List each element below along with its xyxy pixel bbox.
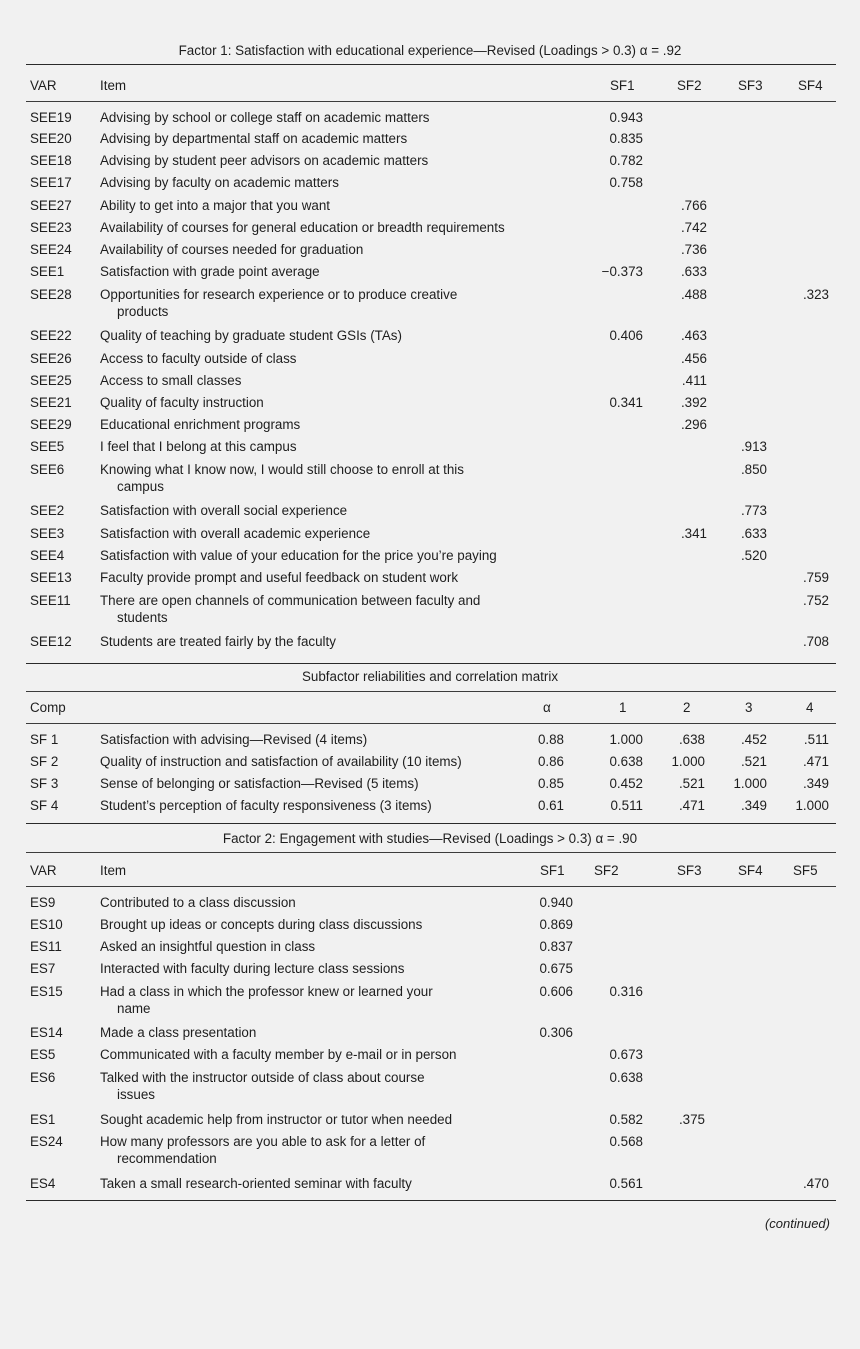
factor1-header-row <box>0 75 860 97</box>
rule <box>26 886 836 887</box>
item-cell: Students are treated fairly by the faculty <box>100 634 336 649</box>
item-cell: Talked with the instructor outside of class about course <box>100 1070 425 1085</box>
sf2-cell: .341 <box>680 526 707 541</box>
corr4-cell: .511 <box>803 732 829 747</box>
sf1-cell: 0.341 <box>609 395 643 410</box>
sf2-cell: 0.673 <box>609 1047 643 1062</box>
table-row <box>0 981 860 1016</box>
var-cell: SEE6 <box>30 462 65 477</box>
item-cell: How many professors are you able to ask for a letter of <box>100 1134 426 1149</box>
var-cell: ES24 <box>30 1134 63 1149</box>
var-cell: SEE17 <box>30 175 72 190</box>
continued-note: (continued) <box>764 1216 830 1231</box>
sf4-cell: .752 <box>802 593 829 608</box>
table-row <box>0 1022 860 1044</box>
table-row <box>0 545 860 567</box>
item-cell: Interacted with faculty during lecture class sessions <box>100 961 405 976</box>
corr1-cell: 0.511 <box>610 798 643 813</box>
subfactor-title: Subfactor reliabilities and correlation matrix <box>301 669 559 684</box>
item-cell: Advising by school or college staff on academic matters <box>100 110 430 125</box>
sf2-cell: 0.638 <box>609 1070 643 1085</box>
var-cell: ES4 <box>30 1176 56 1191</box>
var-cell: SEE26 <box>30 351 72 366</box>
header-sf1: SF1 <box>540 863 565 878</box>
var-cell: ES7 <box>30 961 56 976</box>
item-cell: Educational enrichment programs <box>100 417 301 432</box>
table-row <box>0 107 860 129</box>
corr3-cell: .452 <box>740 732 767 747</box>
item-cell: Access to small classes <box>100 373 242 388</box>
corr1-cell: 1.000 <box>609 732 643 747</box>
var-cell: SEE2 <box>30 503 65 518</box>
var-cell: SEE5 <box>30 439 65 454</box>
var-cell: SEE11 <box>30 593 71 608</box>
table-row <box>0 936 860 958</box>
table-row <box>0 567 860 589</box>
var-cell: SEE1 <box>30 264 65 279</box>
sf2-cell: .392 <box>680 395 707 410</box>
table-row <box>0 1109 860 1131</box>
item-cell: Sought academic help from instructor or tutor when needed <box>100 1112 453 1127</box>
sf2-cell: 0.316 <box>609 984 643 999</box>
var-cell: ES6 <box>30 1070 56 1085</box>
sf3-cell: .375 <box>678 1112 705 1127</box>
sf5-cell: .470 <box>802 1176 829 1191</box>
sf4-cell: .759 <box>802 570 829 585</box>
item-cell: Sense of belonging or satisfaction—Revised (5 items) <box>100 776 419 791</box>
header-item: Item <box>100 863 127 878</box>
header-item: Item <box>100 78 127 93</box>
var-cell: ES1 <box>30 1112 56 1127</box>
sf2-cell: .488 <box>680 287 707 302</box>
item-cell: Access to faculty outside of class <box>100 351 297 366</box>
header-var: VAR <box>30 78 57 93</box>
item-cell: Faculty provide prompt and useful feedback on student work <box>100 570 459 585</box>
header-sf2: SF2 <box>677 78 702 93</box>
item-continuation: campus <box>117 479 164 494</box>
sf3-cell: .520 <box>740 548 767 563</box>
sf2-cell: .736 <box>680 242 707 257</box>
table-row <box>0 392 860 414</box>
rule <box>26 101 836 102</box>
header-sf4: SF4 <box>738 863 763 878</box>
table-row <box>0 795 860 817</box>
table-row <box>0 195 860 217</box>
sf1-cell: 0.306 <box>539 1025 573 1040</box>
item-continuation: issues <box>117 1087 155 1102</box>
sf1-cell: 0.835 <box>609 131 643 146</box>
table-row <box>0 914 860 936</box>
subfactor-header-row <box>0 697 860 719</box>
header-sf3: SF3 <box>677 863 702 878</box>
item-cell: Knowing what I know now, I would still choose to enroll at this <box>100 462 464 477</box>
header-comp: Comp <box>30 700 66 715</box>
sf1-cell: 0.606 <box>539 984 573 999</box>
header-c4: 4 <box>806 700 814 715</box>
sf1-cell: 0.869 <box>539 917 573 932</box>
var-cell: SEE13 <box>30 570 72 585</box>
item-cell: Advising by faculty on academic matters <box>100 175 339 190</box>
corr3-cell: .349 <box>740 798 767 813</box>
rule <box>26 823 836 824</box>
sf1-cell: 0.837 <box>539 939 573 954</box>
sf2-cell: .633 <box>680 264 707 279</box>
item-continuation: name <box>117 1001 151 1016</box>
rule <box>26 64 836 65</box>
sf2-cell: 0.568 <box>609 1134 643 1149</box>
var-cell: ES15 <box>30 984 63 999</box>
item-cell: Quality of instruction and satisfaction of availability (10 items) <box>100 754 462 769</box>
comp-cell: SF 3 <box>30 776 59 791</box>
corr4-cell: .471 <box>802 754 829 769</box>
var-cell: ES10 <box>30 917 63 932</box>
table-row <box>0 1044 860 1066</box>
header-sf4: SF4 <box>798 78 823 93</box>
item-continuation: students <box>117 610 168 625</box>
corr3-cell: .521 <box>740 754 767 769</box>
comp-cell: SF 2 <box>30 754 59 769</box>
header-var: VAR <box>30 863 57 878</box>
sf3-cell: .850 <box>740 462 767 477</box>
item-cell: I feel that I belong at this campus <box>100 439 297 454</box>
table-row <box>0 523 860 545</box>
sf2-cell: .742 <box>680 220 707 235</box>
item-cell: Ability to get into a major that you want <box>100 198 330 213</box>
sf4-cell: .708 <box>802 634 829 649</box>
corr2-cell: 1.000 <box>671 754 705 769</box>
header-sf2: SF2 <box>594 863 619 878</box>
item-cell: Made a class presentation <box>100 1025 257 1040</box>
var-cell: SEE23 <box>30 220 72 235</box>
sf3-cell: .633 <box>740 526 767 541</box>
item-continuation: products <box>117 304 169 319</box>
factor1-title: Factor 1: Satisfaction with educational experience—Revised (Loadings > 0.3) α = .92 <box>178 43 682 58</box>
table-row <box>0 958 860 980</box>
var-cell: SEE25 <box>30 373 72 388</box>
var-cell: SEE18 <box>30 153 72 168</box>
sf1-cell: 0.406 <box>609 328 643 343</box>
rule <box>26 663 836 664</box>
table-row <box>0 239 860 261</box>
rule <box>26 691 836 692</box>
table-row <box>0 729 860 751</box>
corr2-cell: .471 <box>678 798 705 813</box>
var-cell: SEE4 <box>30 548 65 563</box>
var-cell: SEE29 <box>30 417 72 432</box>
item-cell: Quality of faculty instruction <box>100 395 264 410</box>
item-cell: Availability of courses needed for graduation <box>100 242 364 257</box>
sf2-cell: .463 <box>680 328 707 343</box>
var-cell: ES5 <box>30 1047 56 1062</box>
sf4-cell: .323 <box>802 287 829 302</box>
table-row <box>0 150 860 172</box>
sf2-cell: .766 <box>680 198 707 213</box>
alpha-cell: 0.61 <box>537 798 564 813</box>
table-row <box>0 1131 860 1166</box>
item-cell: Quality of teaching by graduate student GSIs (TAs) <box>100 328 402 343</box>
item-cell: Taken a small research-oriented seminar with faculty <box>100 1176 412 1191</box>
table-row <box>0 892 860 914</box>
item-cell: Student’s perception of faculty responsiveness (3 items) <box>100 798 432 813</box>
table-row <box>0 348 860 370</box>
item-cell: Satisfaction with overall academic experience <box>100 526 371 541</box>
alpha-cell: 0.88 <box>537 732 564 747</box>
item-cell: Availability of courses for general education or breadth requirements <box>100 220 505 235</box>
item-continuation: recommendation <box>117 1151 217 1166</box>
header-sf3: SF3 <box>738 78 763 93</box>
table-row <box>0 1067 860 1102</box>
comp-cell: SF 1 <box>30 732 59 747</box>
table-row <box>0 217 860 239</box>
item-cell: Satisfaction with overall social experience <box>100 503 348 518</box>
header-alpha: α <box>543 700 551 715</box>
item-cell: Asked an insightful question in class <box>100 939 316 954</box>
sf2-cell: .296 <box>680 417 707 432</box>
var-cell: ES14 <box>30 1025 63 1040</box>
header-c3: 3 <box>745 700 753 715</box>
sf2-cell: 0.582 <box>609 1112 643 1127</box>
table-row <box>0 414 860 436</box>
var-cell: SEE12 <box>30 634 72 649</box>
table-row <box>0 284 860 319</box>
sf1-cell: 0.940 <box>539 895 573 910</box>
item-cell: There are open channels of communication between faculty and <box>100 593 481 608</box>
rule <box>26 1200 836 1201</box>
var-cell: SEE22 <box>30 328 72 343</box>
var-cell: SEE19 <box>30 110 72 125</box>
rule <box>26 723 836 724</box>
table-row <box>0 261 860 283</box>
sf1-cell: 0.758 <box>609 175 643 190</box>
table-row <box>0 370 860 392</box>
item-cell: Contributed to a class discussion <box>100 895 296 910</box>
corr4-cell: .349 <box>802 776 829 791</box>
item-cell: Brought up ideas or concepts during class discussions <box>100 917 423 932</box>
var-cell: SEE3 <box>30 526 65 541</box>
header-sf1: SF1 <box>610 78 635 93</box>
var-cell: SEE27 <box>30 198 72 213</box>
table-row <box>0 773 860 795</box>
sf1-cell: 0.782 <box>609 153 643 168</box>
sf1-cell: −0.373 <box>601 264 643 279</box>
header-c1: 1 <box>619 700 627 715</box>
table-row <box>0 631 860 653</box>
table-row <box>0 500 860 522</box>
item-cell: Advising by departmental staff on academic matters <box>100 131 408 146</box>
corr2-cell: .638 <box>678 732 705 747</box>
corr4-cell: 1.000 <box>795 798 829 813</box>
sf1-cell: 0.943 <box>609 110 643 125</box>
sf3-cell: .773 <box>740 503 767 518</box>
corr3-cell: 1.000 <box>733 776 767 791</box>
alpha-cell: 0.86 <box>537 754 564 769</box>
var-cell: SEE20 <box>30 131 72 146</box>
sf3-cell: .913 <box>740 439 767 454</box>
item-cell: Had a class in which the professor knew or learned your <box>100 984 433 999</box>
item-cell: Advising by student peer advisors on academic matters <box>100 153 429 168</box>
factor2-title: Factor 2: Engagement with studies—Revised (Loadings > 0.3) α = .90 <box>222 831 638 846</box>
item-cell: Communicated with a faculty member by e-mail or in person <box>100 1047 457 1062</box>
factor2-header-row <box>0 860 860 882</box>
table-row <box>0 1173 860 1195</box>
corr1-cell: 0.638 <box>609 754 643 769</box>
table-row <box>0 459 860 494</box>
header-c2: 2 <box>683 700 691 715</box>
rule <box>26 852 836 853</box>
item-cell: Satisfaction with grade point average <box>100 264 320 279</box>
comp-cell: SF 4 <box>30 798 59 813</box>
item-cell: Opportunities for research experience or to produce creative <box>100 287 458 302</box>
sf2-cell: .411 <box>681 373 707 388</box>
header-sf5: SF5 <box>793 863 818 878</box>
sf2-cell: 0.561 <box>609 1176 643 1191</box>
table-row <box>0 172 860 194</box>
var-cell: SEE28 <box>30 287 72 302</box>
var-cell: ES11 <box>30 939 62 954</box>
sf1-cell: 0.675 <box>539 961 573 976</box>
var-cell: ES9 <box>30 895 56 910</box>
table-row <box>0 128 860 150</box>
item-cell: Satisfaction with advising—Revised (4 items) <box>100 732 368 747</box>
sf2-cell: .456 <box>680 351 707 366</box>
table-row <box>0 325 860 347</box>
var-cell: SEE21 <box>30 395 72 410</box>
var-cell: SEE24 <box>30 242 72 257</box>
item-cell: Satisfaction with value of your education for the price you’re paying <box>100 548 497 563</box>
table-row <box>0 751 860 773</box>
corr1-cell: 0.452 <box>609 776 643 791</box>
table-row <box>0 436 860 458</box>
corr2-cell: .521 <box>678 776 705 791</box>
alpha-cell: 0.85 <box>537 776 564 791</box>
table-row <box>0 590 860 625</box>
